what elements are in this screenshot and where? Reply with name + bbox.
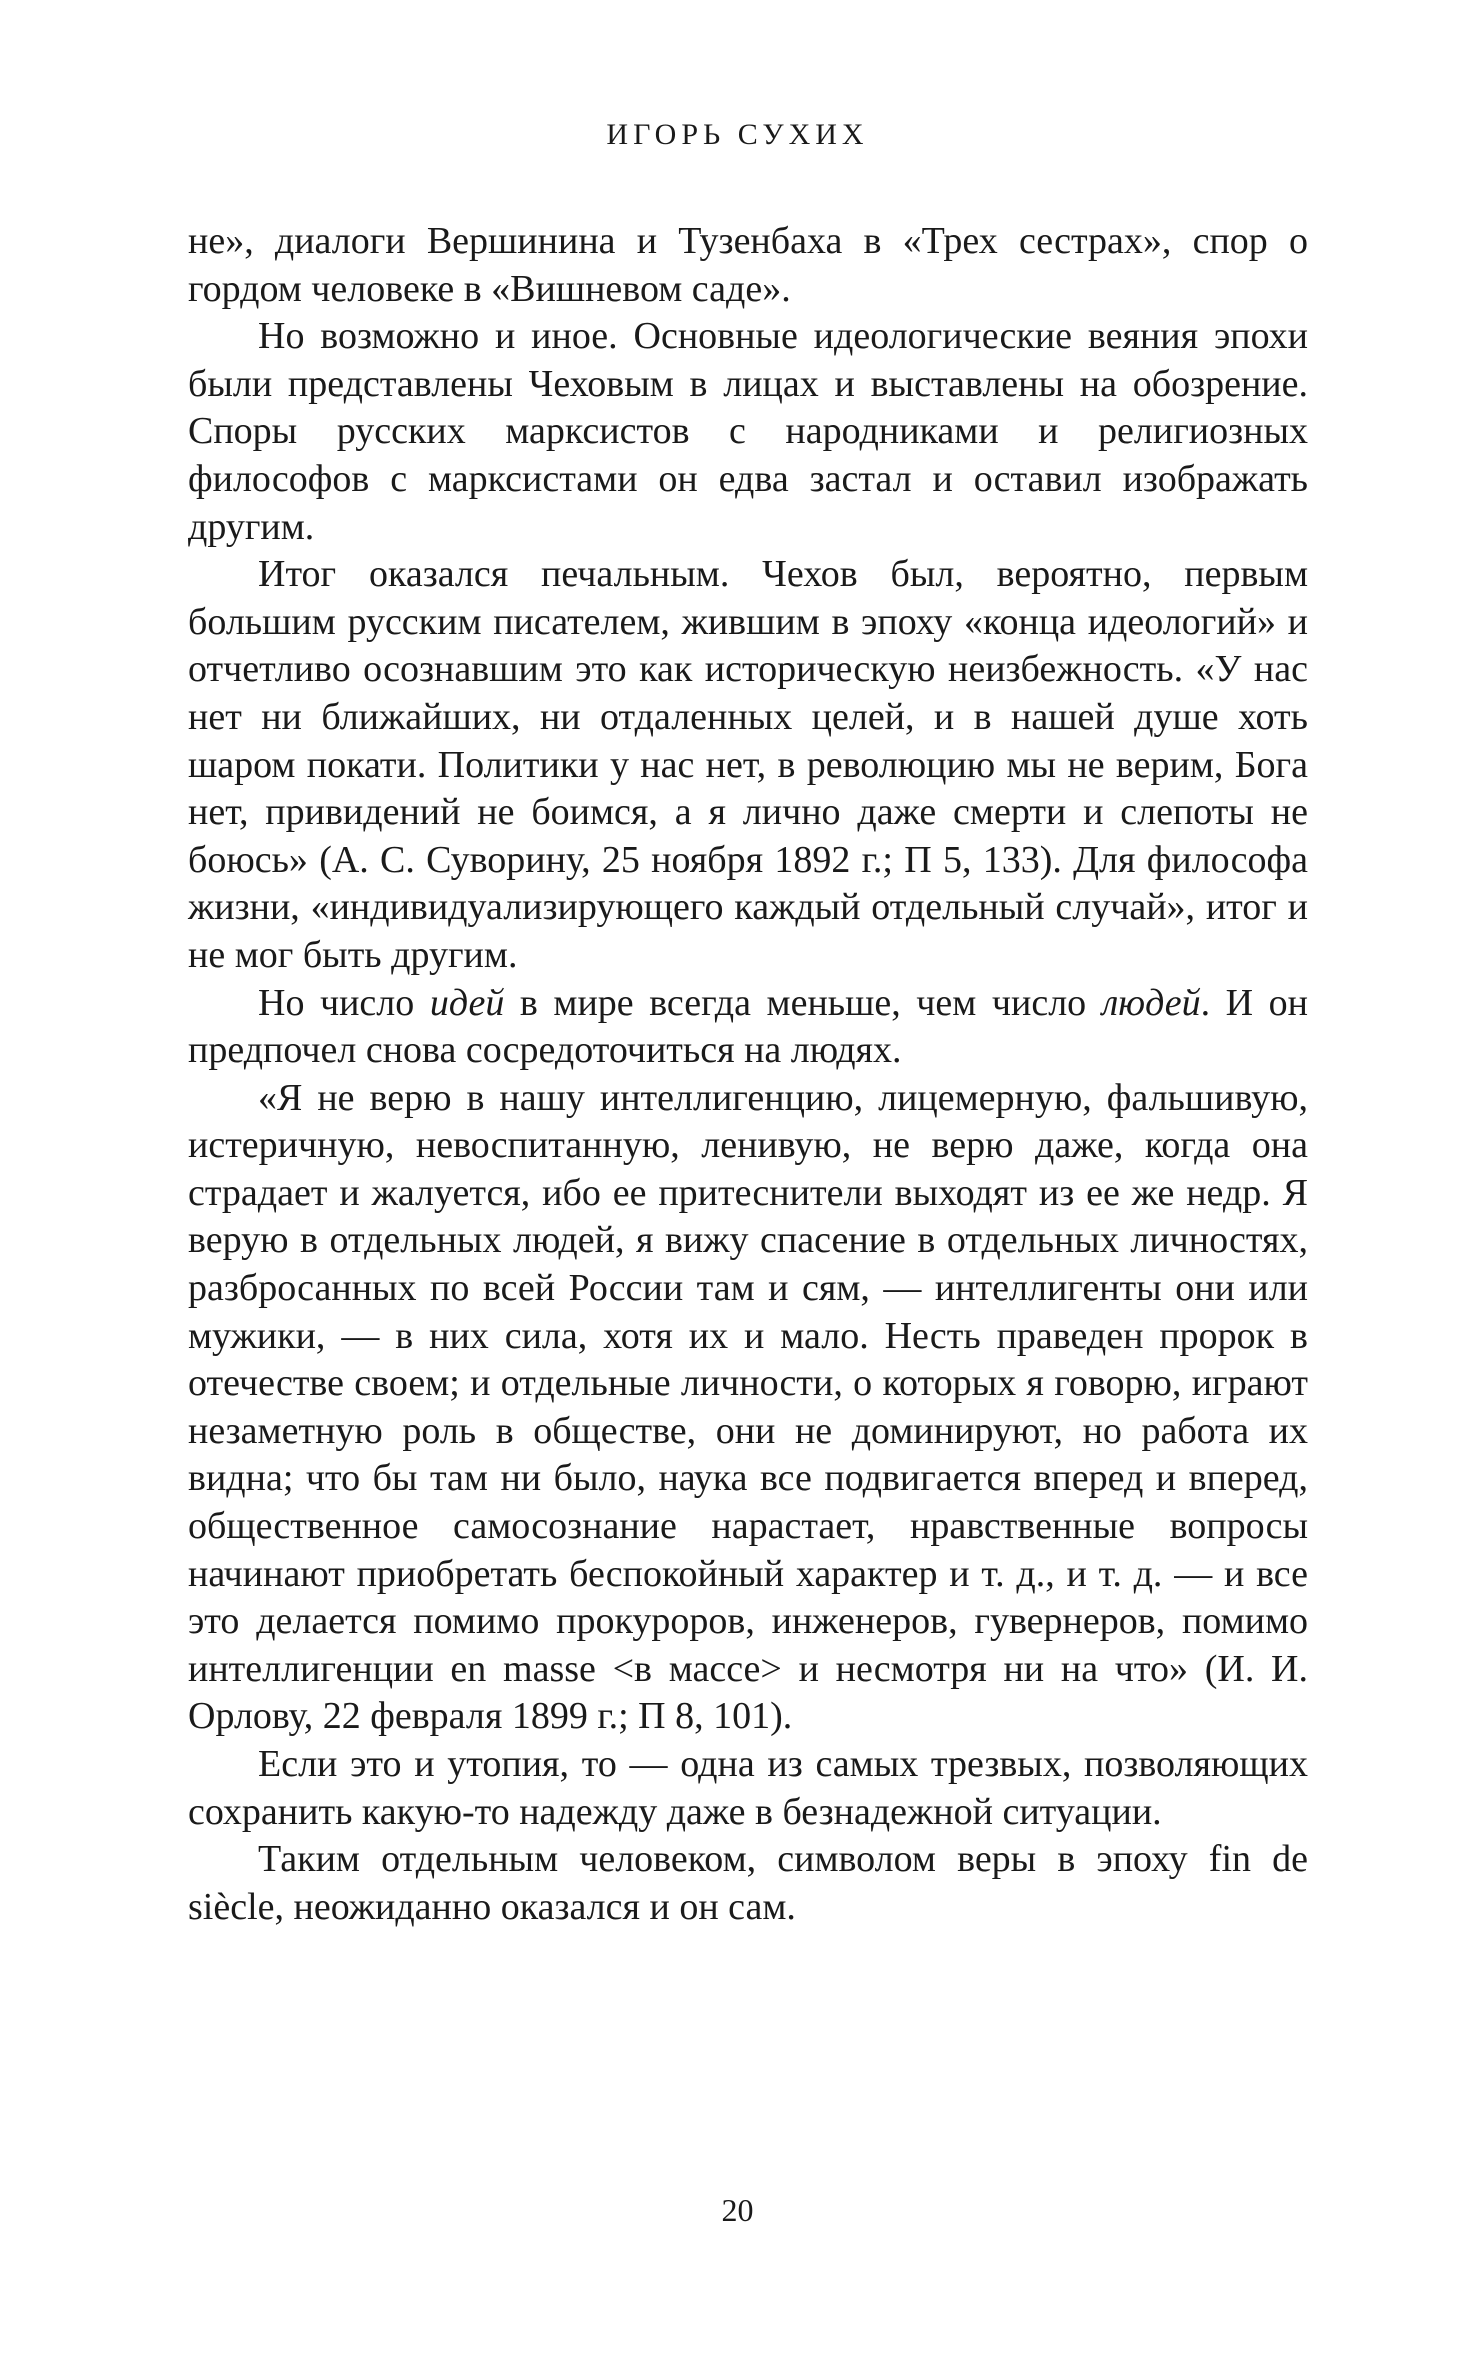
paragraph-3: Итог оказался печальным. Чехов был, вероятно, первым большим русским писателем, жившим в эпоху «конца идеологий» и отчетливо осознавшим это как историческую неизбежность. «У нас нет ни ближайших, ни отдаленных целей, и в нашей душе хоть шаром покати. Политики у нас нет, в революцию мы не верим, Бога нет, привидений не боимся, а я лично даже смерти и слепоты не боюсь» (А. С. Суворину, 25 ноября 1892 г.; П 5, 133). Для философа жизни, «индивидуализирующего каждый отдельный случай», итог и не мог быть другим.: [188, 553, 1308, 976]
paragraph-4-text-c: . И он предпочел снова сосредоточиться на людях.: [188, 981, 1308, 1072]
paragraph-6: Если это и утопия, то — одна из самых трезвых, позволяющих сохранить какую-то надежду даже в безнадежной ситуации.: [188, 1743, 1308, 1833]
emphasis-people: людей: [1101, 981, 1201, 1024]
body-text: [188, 218, 1308, 1931]
paragraph-4-text-b: в мире всегда меньше, чем число: [504, 981, 1102, 1024]
emphasis-ideas: идей: [429, 981, 505, 1024]
paragraph-7: Таким отдельным человеком, символом веры в эпоху fin de siècle, неожиданно оказался и он сам.: [188, 1838, 1308, 1928]
paragraph-4: [188, 980, 1308, 1075]
page-number: 20: [721, 2192, 754, 2228]
running-head: ИГОРЬ СУХИХ: [606, 118, 869, 151]
paragraph-4-text-a: Но число: [258, 981, 430, 1024]
paragraph-5-quote: «Я не верю в нашу интеллигенцию, лицемерную, фальшивую, истеричную, невоспитанную, ленивую, не верю даже, когда она страдает и жалуется, ибо ее притеснители выходят из ее же недр. Я верую в отдельных людей, я вижу спасение в отдельных личностях, разбросанных по всей России там и сям, — интеллигенты они или мужики, — в них сила, хотя их и мало. Несть праведен пророк в отечестве своем; и отдельные личности, о которых я говорю, играют незаметную роль в обществе, они не доминируют, но работа их видна; что бы там ни было, наука все подвигается вперед и вперед, общественное самосознание нарастает, нравственные вопросы начинают приобретать беспокойный характер и т. д., и т. д. — и все это делается помимо прокуроров, инженеров, гувернеров, помимо интеллигенции en masse <в массе> и несмотря ни на что» (И. И. Орлову, 22 февраля 1899 г.; П 8, 101).: [188, 1076, 1308, 1738]
paragraph-1: не», диалоги Вершинина и Тузенбаха в «Трех сестрах», спор о гордом человеке в «Вишневом саде».: [188, 220, 1308, 310]
paragraph-2: Но возможно и иное. Основные идеологические веяния эпохи были представлены Чеховым в лицах и выставлены на обозрение. Споры русских марксистов с народниками и религиозных философов с марксистами он едва застал и оставил изображать другим.: [188, 315, 1308, 548]
